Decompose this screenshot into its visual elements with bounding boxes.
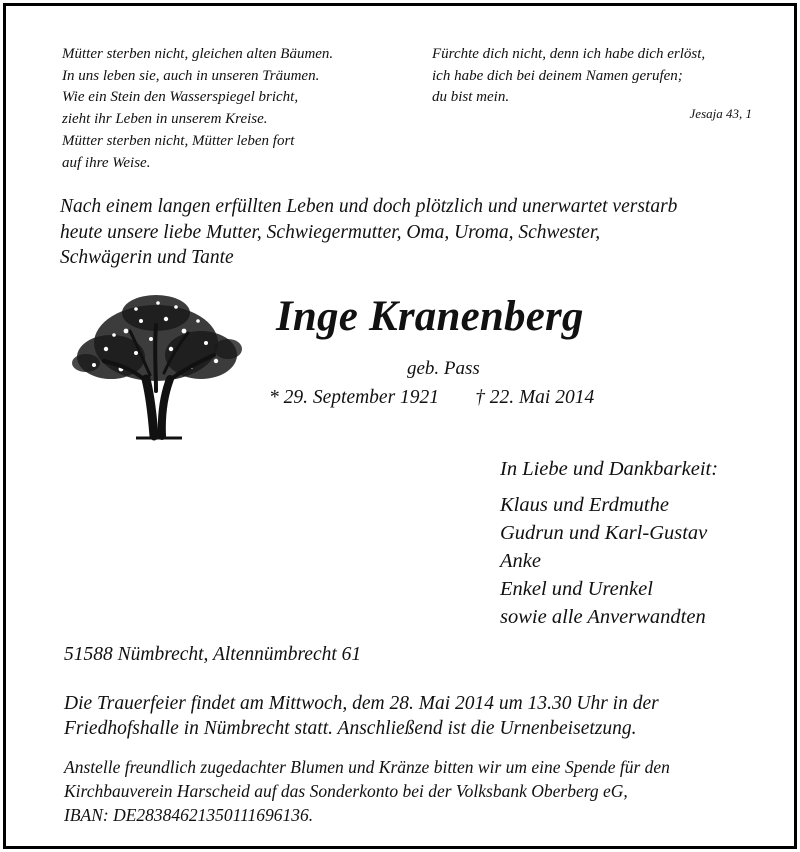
poem-line: Mütter sterben nicht, Mütter leben fort bbox=[62, 132, 295, 149]
intro-line: Nach einem langen erfüllten Leben und doch plötzlich und unerwartet verstarb bbox=[60, 196, 678, 217]
mourners-list bbox=[500, 491, 718, 631]
poem-line: Wie ein Stein den Wasserspiegel bricht, bbox=[62, 89, 299, 106]
verse-line: du bist mein. bbox=[432, 89, 510, 106]
mourner-name: Klaus und Erdmuthe bbox=[500, 494, 669, 516]
poem-line: auf ihre Weise. bbox=[62, 154, 151, 171]
mourner-name: sowie alle Anverwandten bbox=[500, 606, 706, 628]
tree-icon bbox=[66, 291, 246, 441]
intro-line: heute unsere liebe Mutter, Schwiegermutter, Oma, Uroma, Schwester, bbox=[60, 221, 601, 243]
service-line: Friedhofshalle in Nümbrecht statt. Anschließend ist die Urnenbeisetzung. bbox=[64, 718, 637, 739]
donation-line: Anstelle freundlich zugedachter Blumen und Kränze bitten wir um eine Spende für den bbox=[64, 757, 670, 777]
poem-line: Mütter sterben nicht, gleichen alten Bäumen. bbox=[62, 46, 334, 62]
verse-reference: Jesaja 43, 1 bbox=[689, 106, 752, 121]
maiden-name: geb. Pass bbox=[407, 358, 480, 379]
mourners-heading: In Liebe und Dankbarkeit: bbox=[500, 458, 719, 480]
deceased-name: Inge Kranenberg bbox=[276, 293, 584, 340]
poem-line: In uns leben sie, auch in unseren Träumen. bbox=[62, 67, 320, 84]
mourners bbox=[500, 455, 718, 631]
poem-line: zieht ihr Leben in unserem Kreise. bbox=[62, 111, 268, 128]
poem bbox=[62, 44, 333, 174]
service-line: Die Trauerfeier findet am Mittwoch, dem 28. Mai 2014 um 13.30 Uhr in der bbox=[64, 693, 659, 714]
donation-info bbox=[64, 755, 670, 827]
obituary-notice bbox=[3, 3, 797, 849]
intro-text bbox=[60, 194, 780, 271]
verse-line: Fürchte dich nicht, denn ich habe dich erlöst, bbox=[432, 46, 706, 62]
mourner-name: Anke bbox=[500, 550, 541, 572]
verse-line: ich habe dich bei deinem Namen gerufen; bbox=[432, 67, 683, 84]
address: 51588 Nümbrecht, Altennümbrecht 61 bbox=[64, 644, 362, 665]
funeral-service-info bbox=[64, 691, 659, 741]
donation-line: IBAN: DE28384621350111696136. bbox=[64, 805, 314, 825]
bible-verse bbox=[432, 44, 705, 109]
life-dates bbox=[269, 387, 594, 409]
birth-date: * 29. September 1921 bbox=[269, 387, 440, 408]
death-date: † 22. Mai 2014 bbox=[475, 387, 595, 408]
mourner-name: Enkel und Urenkel bbox=[500, 578, 653, 600]
mourner-name: Gudrun und Karl-Gustav bbox=[500, 522, 708, 544]
donation-line: Kirchbauverein Harscheid auf das Sonderkonto bei der Volksbank Oberberg eG, bbox=[64, 781, 628, 801]
intro-line: Schwägerin und Tante bbox=[60, 247, 234, 268]
